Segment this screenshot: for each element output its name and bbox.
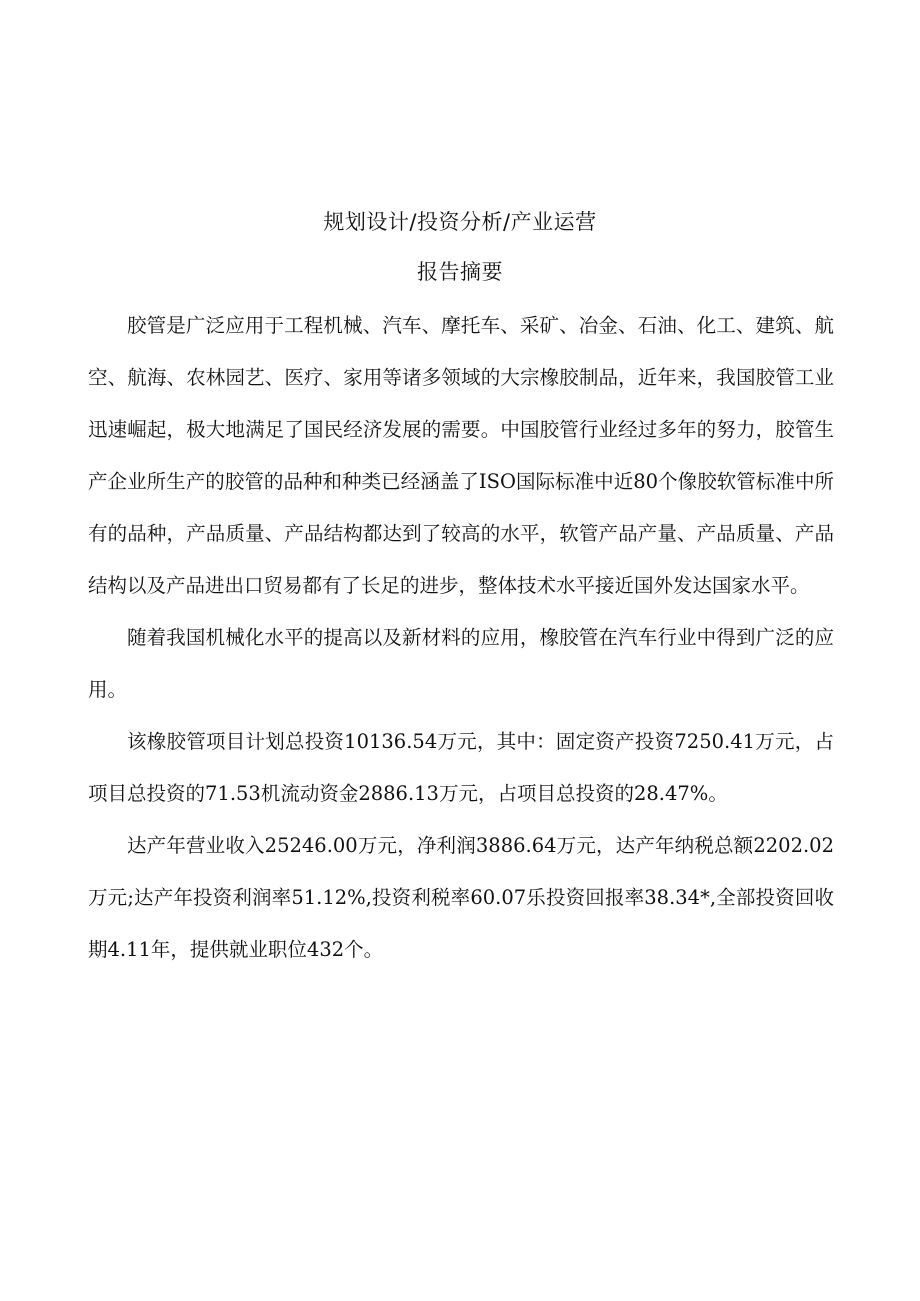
paragraph-returns: 达产年营业收入25246.00万元，净利润3886.64万元，达产年纳税总额2202.02万元;达产年投资利润率51.12%,投资利税率60.07乐投资回报率38.34*,全部投资回收期4.11年，提供就业职位432个。 (88, 834, 834, 961)
document-subtitle: 报告摘要 (417, 260, 503, 284)
document-title: 规划设计/投资分析/产业运营 (323, 210, 597, 234)
paragraph-application: 随着我国机械化水平的提高以及新材料的应用，橡胶管在汽车行业中得到广泛的应用。 (88, 626, 834, 701)
summary-body (88, 300, 834, 976)
paragraph-investment: 该橡胶管项目计划总投资10136.54万元，其中：固定资产投资7250.41万元，占项目总投资的71.53机流动资金2886.13万元，占项目总投资的28.47%。 (88, 730, 834, 805)
paragraph-intro: 胶管是广泛应用于工程机械、汽车、摩托车、采矿、冶金、石油、化工、建筑、航空、航海、农林园艺、医疗、家用等诸多领域的大宗橡胶制品，近年来，我国胶管工业迅速崛起，极大地满足了国民经济发展的需要。中国胶管行业经过多年的努力，胶管生产企业所生产的胶管的品种和种类已经涵盖了ISO国际标准中近80个像胶软管标准中所有的品种，产品质量、产品结构都达到了较高的水平，软管产品产量、产品质量、产品结构以及产品进出口贸易都有了长足的进步，整体技术水平接近国外发达国家水平。 (88, 314, 834, 597)
